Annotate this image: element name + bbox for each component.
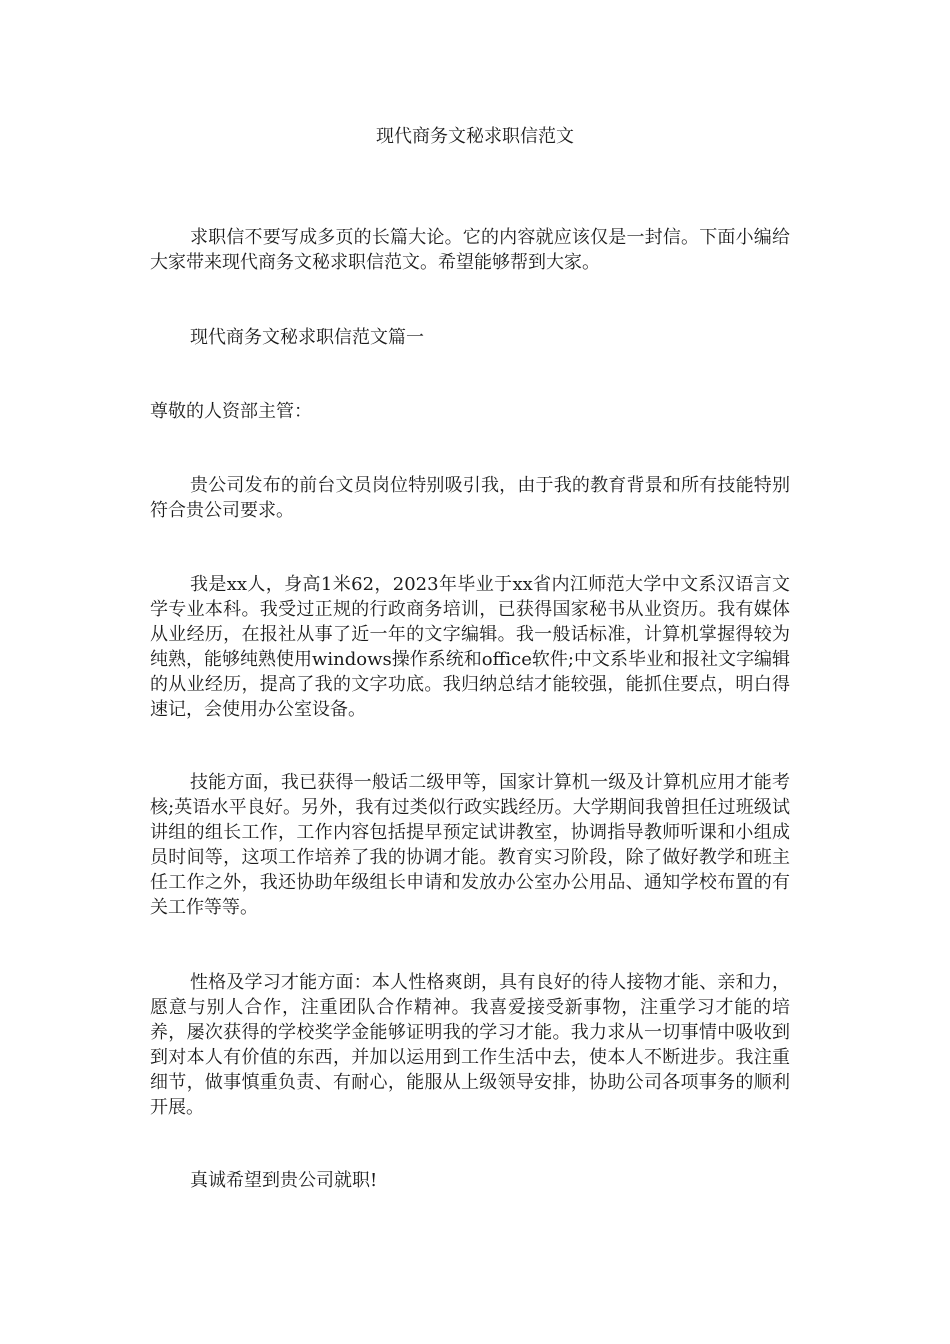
closing-line: 真诚希望到贵公司就职! [190, 1170, 378, 1191]
document-title: 现代商务文秘求职信范文 [376, 126, 574, 147]
section-heading: 现代商务文秘求职信范文篇一 [190, 327, 424, 348]
body-paragraph-1: 贵公司发布的前台文员岗位特别吸引我，由于我的教育背景和所有技能特别符合贵公司要求。 [150, 475, 790, 521]
intro-paragraph: 求职信不要写成多页的长篇大论。它的内容就应该仅是一封信。下面小编给大家带来现代商务文秘求职信范文。希望能够帮到大家。 [150, 227, 790, 273]
body-paragraph-2: 我是xx人，身高1米62，2023年毕业于xx省内江师范大学中文系汉语言文学专业本科。我受过正规的行政商务培训，已获得国家秘书从业资历。我有媒体从业经历，在报社从事了近一年的文字编辑。我一般话标准，计算机掌握得较为纯熟，能够纯熟使用windows操作系统和office软件;中文系毕业和报社文字编辑的从业经历，提高了我的文字功底。我归纳总结才能较强，能抓住要点，明白得速记，会使用办公室设备。 [150, 574, 790, 720]
body-paragraph-3: 技能方面，我已获得一般话二级甲等，国家计算机一级及计算机应用才能考核;英语水平良好。另外，我有过类似行政实践经历。大学期间我曾担任过班级试讲组的组长工作，工作内容包括提早预定试讲教室，协调指导教师听课和小组成员时间等，这项工作培养了我的协调才能。教育实习阶段，除了做好教学和班主任工作之外，我还协助年级组长申请和发放办公室办公用品、通知学校布置的有关工作等等。 [150, 772, 790, 918]
body-paragraph-4: 性格及学习才能方面：本人性格爽朗，具有良好的待人接物才能、亲和力，愿意与别人合作，注重团队合作精神。我喜爱接受新事物，注重学习才能的培养，屡次获得的学校奖学金能够证明我的学习才能。我力求从一切事情中吸收到到对本人有价值的东西，并加以运用到工作生活中去，使本人不断进步。我注重细节，做事慎重负责、有耐心，能服从上级领导安排，协助公司各项事务的顺利开展。 [150, 972, 790, 1118]
salutation: 尊敬的人资部主管： [150, 401, 312, 422]
